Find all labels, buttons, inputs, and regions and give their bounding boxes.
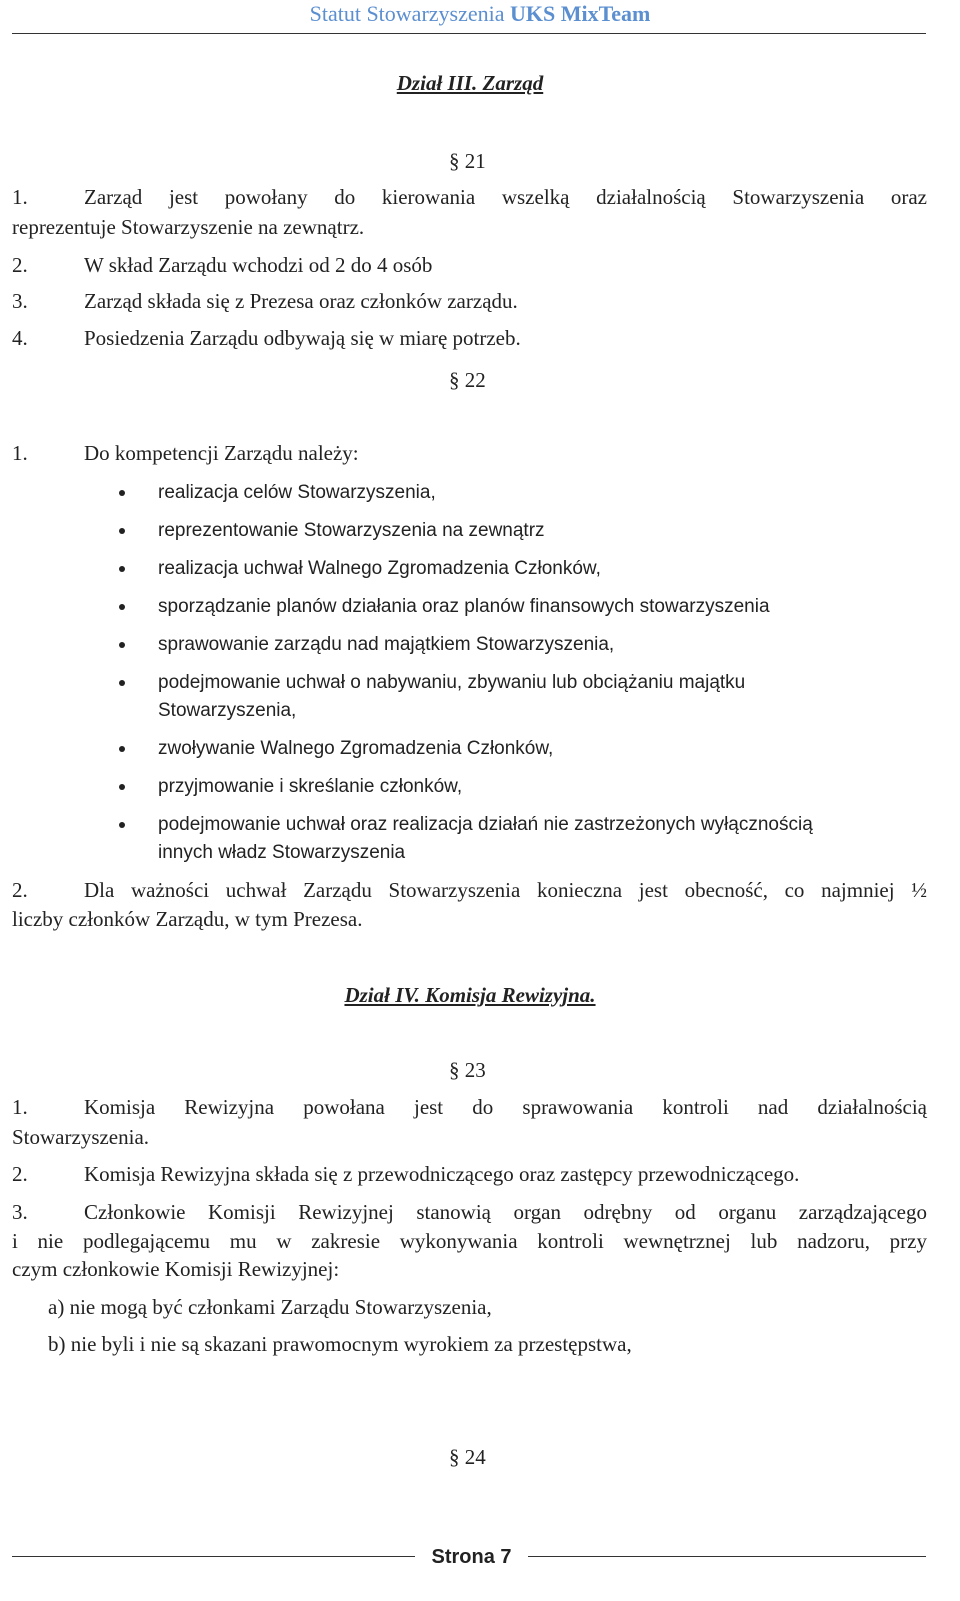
list-item-text-continued: liczby członków Zarządu, w tym Prezesa. [12, 907, 363, 931]
section-heading-zarzad: Dział III. Zarząd [396, 71, 544, 95]
footer-divider-left [12, 1556, 415, 1557]
bullet-item: realizacja uchwał Walnego Zgromadzenia Członków, [158, 558, 601, 579]
list-item-text: Posiedzenia Zarządu odbywają się w miarę potrzeb. [84, 326, 521, 350]
sub-item-a: a) nie mogą być członkami Zarządu Stowarzyszenia, [48, 1295, 492, 1319]
list-item-text-continued: reprezentuje Stowarzyszenie na zewnątrz. [12, 215, 365, 239]
bullet-item-continued: Stowarzyszenia, [158, 700, 297, 721]
sub-item-b: b) nie byli i nie są skazani prawomocnym wyrokiem za przestępstwa, [48, 1332, 632, 1356]
bullet-icon [119, 604, 125, 610]
section-heading-komisja: Dział IV. Komisja Rewizyjna. [344, 983, 596, 1007]
bullet-item: sprawowanie zarządu nad majątkiem Stowarzyszenia, [158, 634, 615, 655]
bullet-item-continued: innych władz Stowarzyszenia [158, 842, 406, 863]
list-number: 3. [12, 289, 28, 313]
bullet-icon [119, 528, 125, 534]
bullet-item: podejmowanie uchwał o nabywaniu, zbywaniu lub obciążaniu majątku [158, 672, 746, 693]
header-title-prefix: Statut Stowarzyszenia [309, 1, 511, 26]
list-item-text: Dla ważności uchwał Zarządu Stowarzyszenia konieczna jest obecność, co najmniej ½ [84, 878, 927, 902]
list-item-text: Członkowie Komisji Rewizyjnej stanowią organ odrębny od organu zarządzającego [84, 1200, 927, 1224]
list-item-text-continued: czym członkowie Komisji Rewizyjnej: [12, 1257, 340, 1281]
list-number: 1. [12, 441, 28, 465]
list-item-text: Zarząd jest powołany do kierowania wszelką działalnością Stowarzyszenia oraz [84, 185, 927, 209]
bullet-icon [119, 784, 125, 790]
bullet-icon [119, 490, 125, 496]
bullet-item: realizacja celów Stowarzyszenia, [158, 482, 436, 503]
bullet-icon [119, 566, 125, 572]
list-item-text-continued: i nie podlegającemu mu w zakresie wykonywania kontroli wewnętrznej lub nadzoru, przy [12, 1229, 927, 1253]
bullet-item: reprezentowanie Stowarzyszenia na zewnątrz [158, 520, 545, 541]
list-item-text: Komisja Rewizyjna powołana jest do sprawowania kontroli nad działalnością [84, 1095, 927, 1119]
paragraph-mark-23: § 23 [449, 1058, 486, 1082]
list-number: 2. [12, 1162, 28, 1186]
bullet-item: sporządzanie planów działania oraz planów finansowych stowarzyszenia [158, 596, 770, 617]
bullet-icon [119, 642, 125, 648]
paragraph-mark-24: § 24 [449, 1445, 486, 1469]
list-number: 3. [12, 1200, 28, 1224]
header-title-bold: UKS MixTeam [510, 1, 651, 26]
list-number: 2. [12, 253, 28, 277]
document-header-title [0, 0, 960, 28]
paragraph-mark-21: § 21 [449, 149, 486, 173]
bullet-icon [119, 822, 125, 828]
list-item-text: W skład Zarządu wchodzi od 2 do 4 osób [84, 253, 433, 277]
list-item-text: Zarząd składa się z Prezesa oraz członków zarządu. [84, 289, 518, 313]
list-number: 4. [12, 326, 28, 350]
paragraph-mark-22: § 22 [449, 368, 486, 392]
bullet-item: przyjmowanie i skreślanie członków, [158, 776, 463, 797]
footer-divider-right [528, 1556, 926, 1557]
page-number: Strona 7 [431, 1546, 512, 1568]
list-item-text: Do kompetencji Zarządu należy: [84, 441, 359, 465]
bullet-item: zwoływanie Walnego Zgromadzenia Członków, [158, 738, 554, 759]
bullet-icon [119, 746, 125, 752]
header-divider [12, 33, 926, 34]
list-number: 1. [12, 185, 28, 209]
list-number: 2. [12, 878, 28, 902]
list-number: 1. [12, 1095, 28, 1119]
list-item-text: Komisja Rewizyjna składa się z przewodniczącego oraz zastępcy przewodniczącego. [84, 1162, 800, 1186]
list-item-text-continued: Stowarzyszenia. [12, 1125, 150, 1149]
bullet-item: podejmowanie uchwał oraz realizacja działań nie zastrzeżonych wyłącznością [158, 814, 813, 835]
bullet-icon [119, 680, 125, 686]
